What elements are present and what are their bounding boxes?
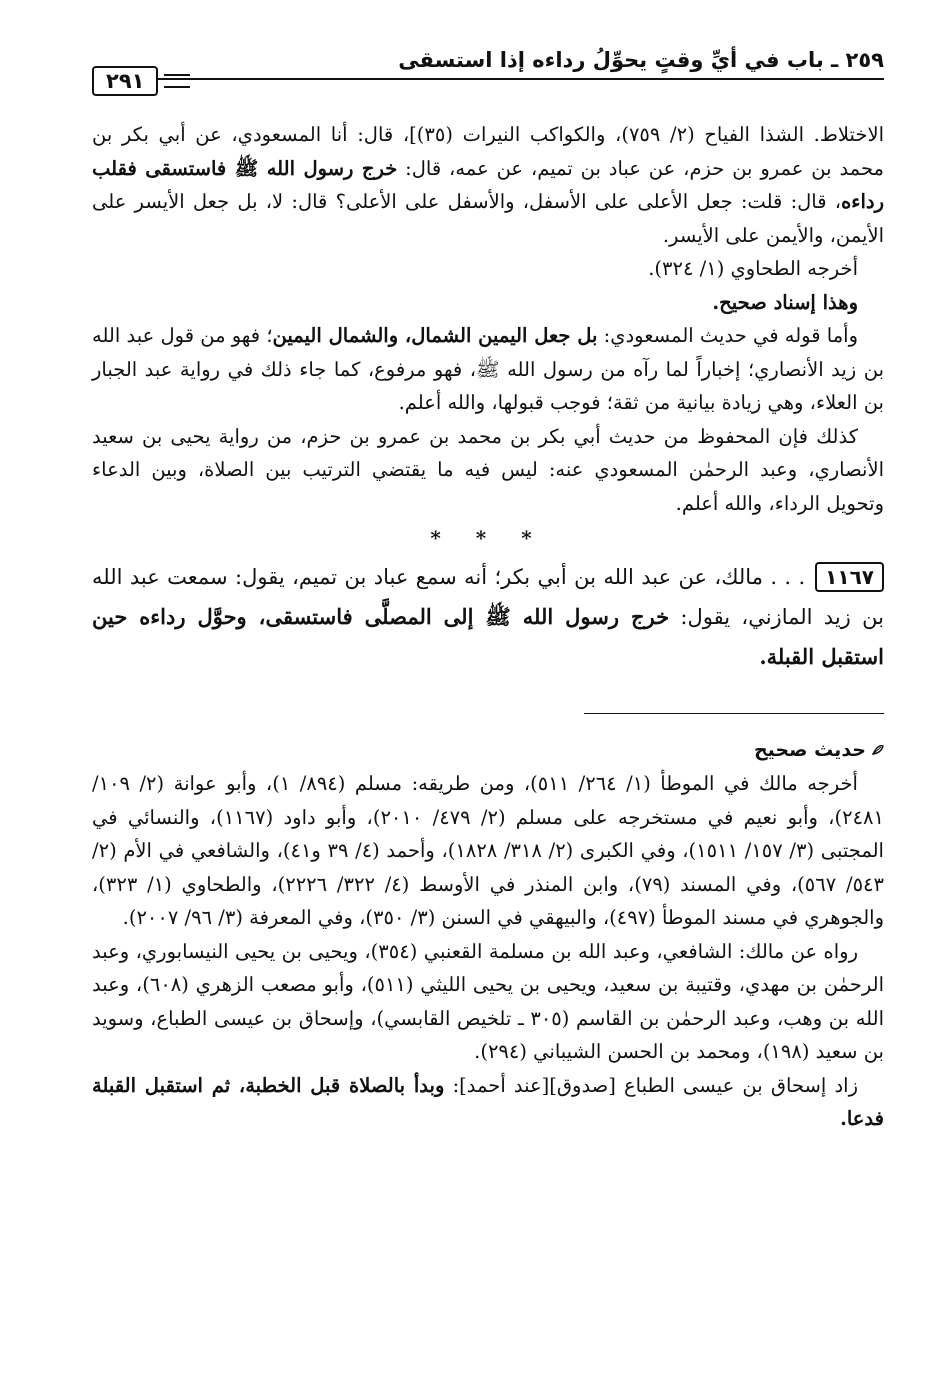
paragraph bbox=[92, 252, 884, 286]
bold-text-run: بل جعل اليمين الشمال، والشمال اليمين bbox=[272, 324, 598, 347]
bold-text-run: خرج رسول الله ﷺ فاستسقى فقلب رداءه bbox=[92, 156, 884, 213]
text-run: أخرجه مالك في الموطأ (١/ ٢٦٤/ ٥١١)، ومن طريقه: مسلم (٨٩٤/ ١)، وأبو عوانة (٢/ ١٠٩/ ٢٤٨١)، وأبو نعيم في مستخرجه على مسلم (٢/ ٤٧٩/ ٢٠١٠)، وأبو داود (١١٦٧)، والنسائي في المجتبى (٣/ ١٥٧/ ١٥١١)، وفي الكبرى (٢/ ٣١٨/ ١٨٢٨)، وأحمد (٤/ ٣٩ و٤١)، والشافعي في الأم (٢/ ٥٤٣/ ٥٦٧)، وفي المسند (٧٩)، وابن المنذر في الأوسط (٤/ ٣٢٢/ ٢٢٢٦)، والطحاوي (١/ ٣٢٣)، والجوهري في مسند الموطأ (٤٩٧)، والبيهقي في السنن (٣/ ٣٥٠)، وفي المعرفة (٣/ ٩٦/ ٢٠٠٧). bbox=[92, 772, 884, 929]
bold-text-run: وهذا إسناد صحيح. bbox=[712, 290, 858, 314]
footnote-paragraph bbox=[92, 1069, 884, 1136]
text-run: كذلك فإن المحفوظ من حديث أبي بكر بن محمد بن عمرو بن حزم، من رواية يحيى بن سعيد الأنصاري، وعبد الرحمٰن المسعودي عنه: ليس فيه ما يقتضي الترتيب بين الصلاة، وبين الدعاء وتحويل الرداء، والله أعلم. bbox=[92, 424, 884, 515]
footnote-divider bbox=[584, 713, 884, 714]
text-run: زاد إسحاق بن عيسى الطباع [صدوق][عند أحمد]: bbox=[444, 1073, 858, 1097]
page-number-box bbox=[92, 66, 190, 96]
text-run: ، قال: قلت: جعل الأعلى على الأسفل، والأسفل على الأعلى؟ قال: لا، بل جعل الأيسر على الأيمن، والأيمن على الأيسر. bbox=[92, 190, 884, 247]
leaf-ornament-icon bbox=[872, 744, 884, 756]
text-run: أخرجه الطحاوي (١/ ٣٢٤). bbox=[648, 257, 858, 280]
text-run: رواه عن مالك: الشافعي، وعبد الله بن مسلمة القعنبي (٣٥٤)، ويحيى بن يحيى النيسابوري، وعبد الرحمٰن بن مهدي، وقتيبة بن سعيد، ويحيى بن يحيى الليثي (٥١١)، وأبو مصعب الزهري (٦٠٨)، وعبد الله بن وهب، وعبد الرحمٰن بن القاسم (٣٠٥ ـ تلخيص القابسي)، وإسحاق بن عيسى الطباع، وسويد بن سعيد (١٩٨)، ومحمد بن الحسن الشيباني (٢٩٤). bbox=[92, 939, 884, 1063]
main-text bbox=[92, 118, 884, 1136]
header-rule bbox=[92, 78, 884, 80]
paragraph bbox=[92, 118, 884, 252]
paragraph bbox=[92, 319, 884, 420]
bold-text-run: خرج رسول الله ﷺ إلى المصلَّى فاستسقى، وحوَّل رداءه حين استقبل القبلة. bbox=[92, 603, 884, 669]
hadith-body bbox=[92, 565, 884, 669]
grade-heading bbox=[92, 734, 884, 768]
section-separator: * * * bbox=[430, 526, 546, 550]
text-run: ؛ فهو من قول عبد الله بن زيد الأنصاري؛ إخباراً لما رآه من رسول الله ﷺ، فهو مرفوع، كما جاء ذلك في رواية عبد الجبار بن العلاء، وهي زيادة بيانية من ثقة؛ فوجب قبولها، والله أعلم. bbox=[92, 324, 884, 414]
footnote-paragraph bbox=[92, 935, 884, 1069]
text-run: . . . مالك، عن عبد الله بن أبي بكر؛ أنه سمع عباد بن تميم، يقول: سمعت عبد الله بن زيد المازني، يقول: bbox=[92, 564, 884, 629]
text-run: وأما قوله في حديث المسعودي: bbox=[597, 324, 858, 347]
text-run: الاختلاط. الشذا الفياح (٢/ ٧٥٩)، والكواكب النيرات (٣٥)]، قال: أنا المسعودي، عن أبي بكر بن محمد بن عمرو بن حزم، عن عباد بن تميم، عن عمه، قال: bbox=[92, 123, 885, 180]
page-number: ٢٩١ bbox=[92, 66, 158, 96]
footnote-paragraph bbox=[92, 767, 884, 935]
ornament-lines bbox=[164, 74, 190, 88]
paragraph bbox=[92, 420, 884, 521]
bold-text-run: وبدأ بالصلاة قبل الخطبة، ثم استقبل القبلة فدعا. bbox=[92, 1073, 884, 1130]
chapter-title: ٢٥٩ ـ باب في أيِّ وقتٍ يحوِّلُ رداءه إذا استسقى bbox=[398, 48, 884, 72]
hadith-grade: حديث صحيح bbox=[753, 738, 866, 761]
paragraph bbox=[92, 286, 884, 320]
running-header bbox=[92, 40, 884, 100]
hadith-text bbox=[92, 558, 884, 677]
hadith-number: ١١٦٧ bbox=[815, 562, 884, 592]
